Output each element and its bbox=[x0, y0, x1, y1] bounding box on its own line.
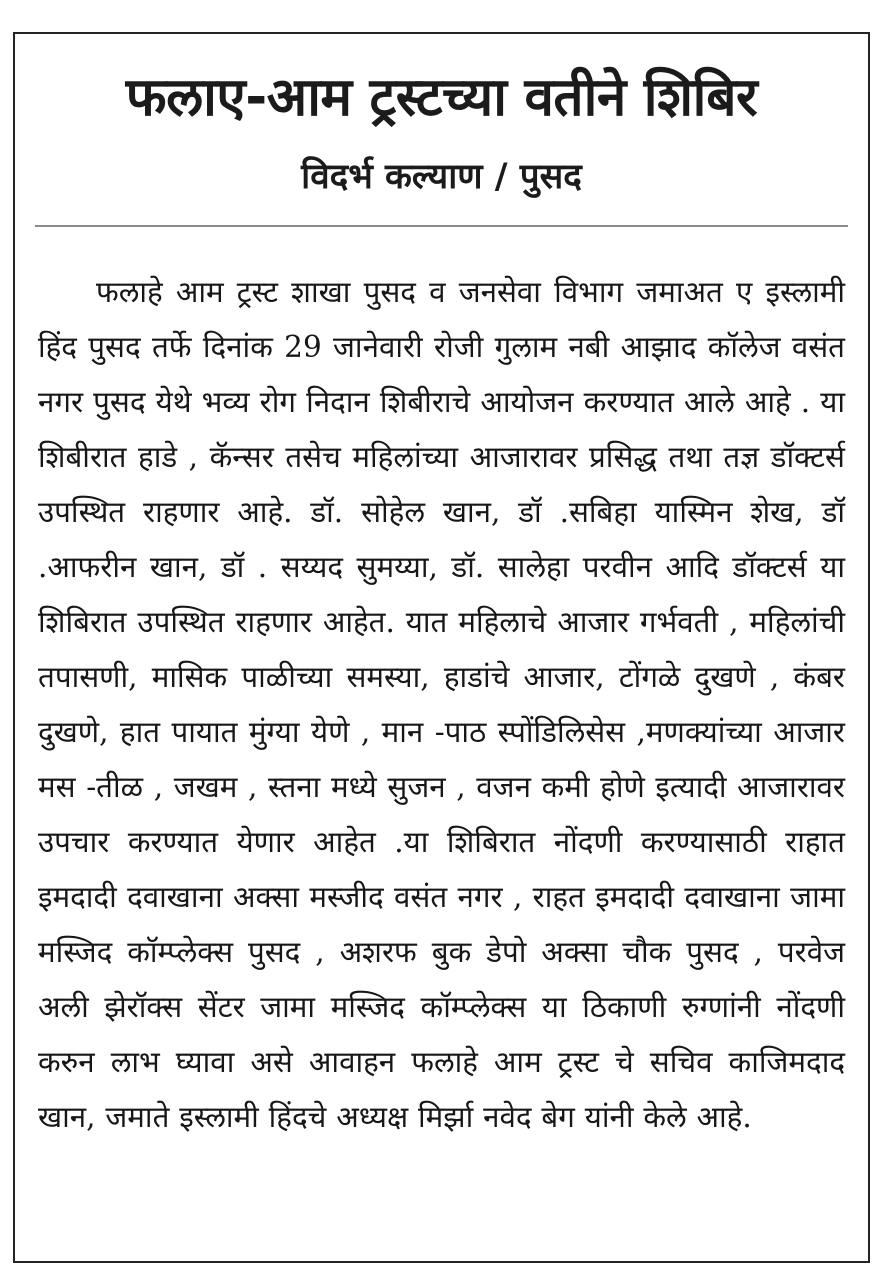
page-title: फलाए-आम ट्रस्टच्या वतीने शिबिर bbox=[125, 67, 758, 128]
article-body-text: फलाहे आम ट्रस्ट शाखा पुसद व जनसेवा विभाग जमाअत ए इस्लामी हिंद पुसद तर्फे दिनांक 29 जानेवारी रोजी गुलाम नबी आझाद कॉलेज वसंत नगर पुसद येथे भव्य रोग निदान शिबीराचे आयोजन करण्यात आले आहे . या शिबीरात हाडे , कॅन्सर तसेच महिलांच्या आजारावर प्रसिद्ध तथा तज्ञ डॉक्टर्स उपस्थित राहणार आहे. डॉ. सोहेल खान, डॉ .सबिहा यास्मिन शेख, डॉ .आफरीन खान, डॉ . सय्यद सुमय्या, डॉ. सालेहा परवीन आदि डॉक्टर्स या शिबिरात उपस्थित राहणार आहेत. यात महिलाचे आजार गर्भवती , महिलांची तपासणी, मासिक पाळीच्या समस्या, हाडांचे आजार, टोंगळे दुखणे , कंबर दुखणे, हात पायात मुंग्या येणे , मान -पाठ स्पोंडिलिसेस ,मणक्यांच्या आजार मस -तीळ , जखम , स्तना मध्ये सुजन , वजन कमी होणे इत्यादी आजारावर उपचार करण्यात येणार आहेत .या शिबिरात नोंदणी करण्यासाठी राहात इमदादी दवाखाना अक्सा मस्जीद वसंत नगर , राहत इमदादी दवाखाना जामा मस्जिद कॉम्प्लेक्स पुसद , अशरफ बुक डेपो अक्सा चौक पुसद , परवेज अली झेरॉक्स सेंटर जामा मस्जिद कॉम्प्लेक्स या ठिकाणी रुग्णांनी नोंदणी करुन लाभ घ्यावा असे आवाहन फलाहे आम ट्रस्ट चे सचिव काजिमदाद खान, जमाते इस्लामी हिंदचे अध्यक्ष मिर्झा नवेद बेग यांनी केले आहे. bbox=[38, 274, 845, 1134]
clipping-content bbox=[15, 34, 868, 1261]
clipping-frame bbox=[13, 32, 870, 1263]
dateline-subtitle: विदर्भ कल्याण / पुसद bbox=[301, 157, 582, 198]
